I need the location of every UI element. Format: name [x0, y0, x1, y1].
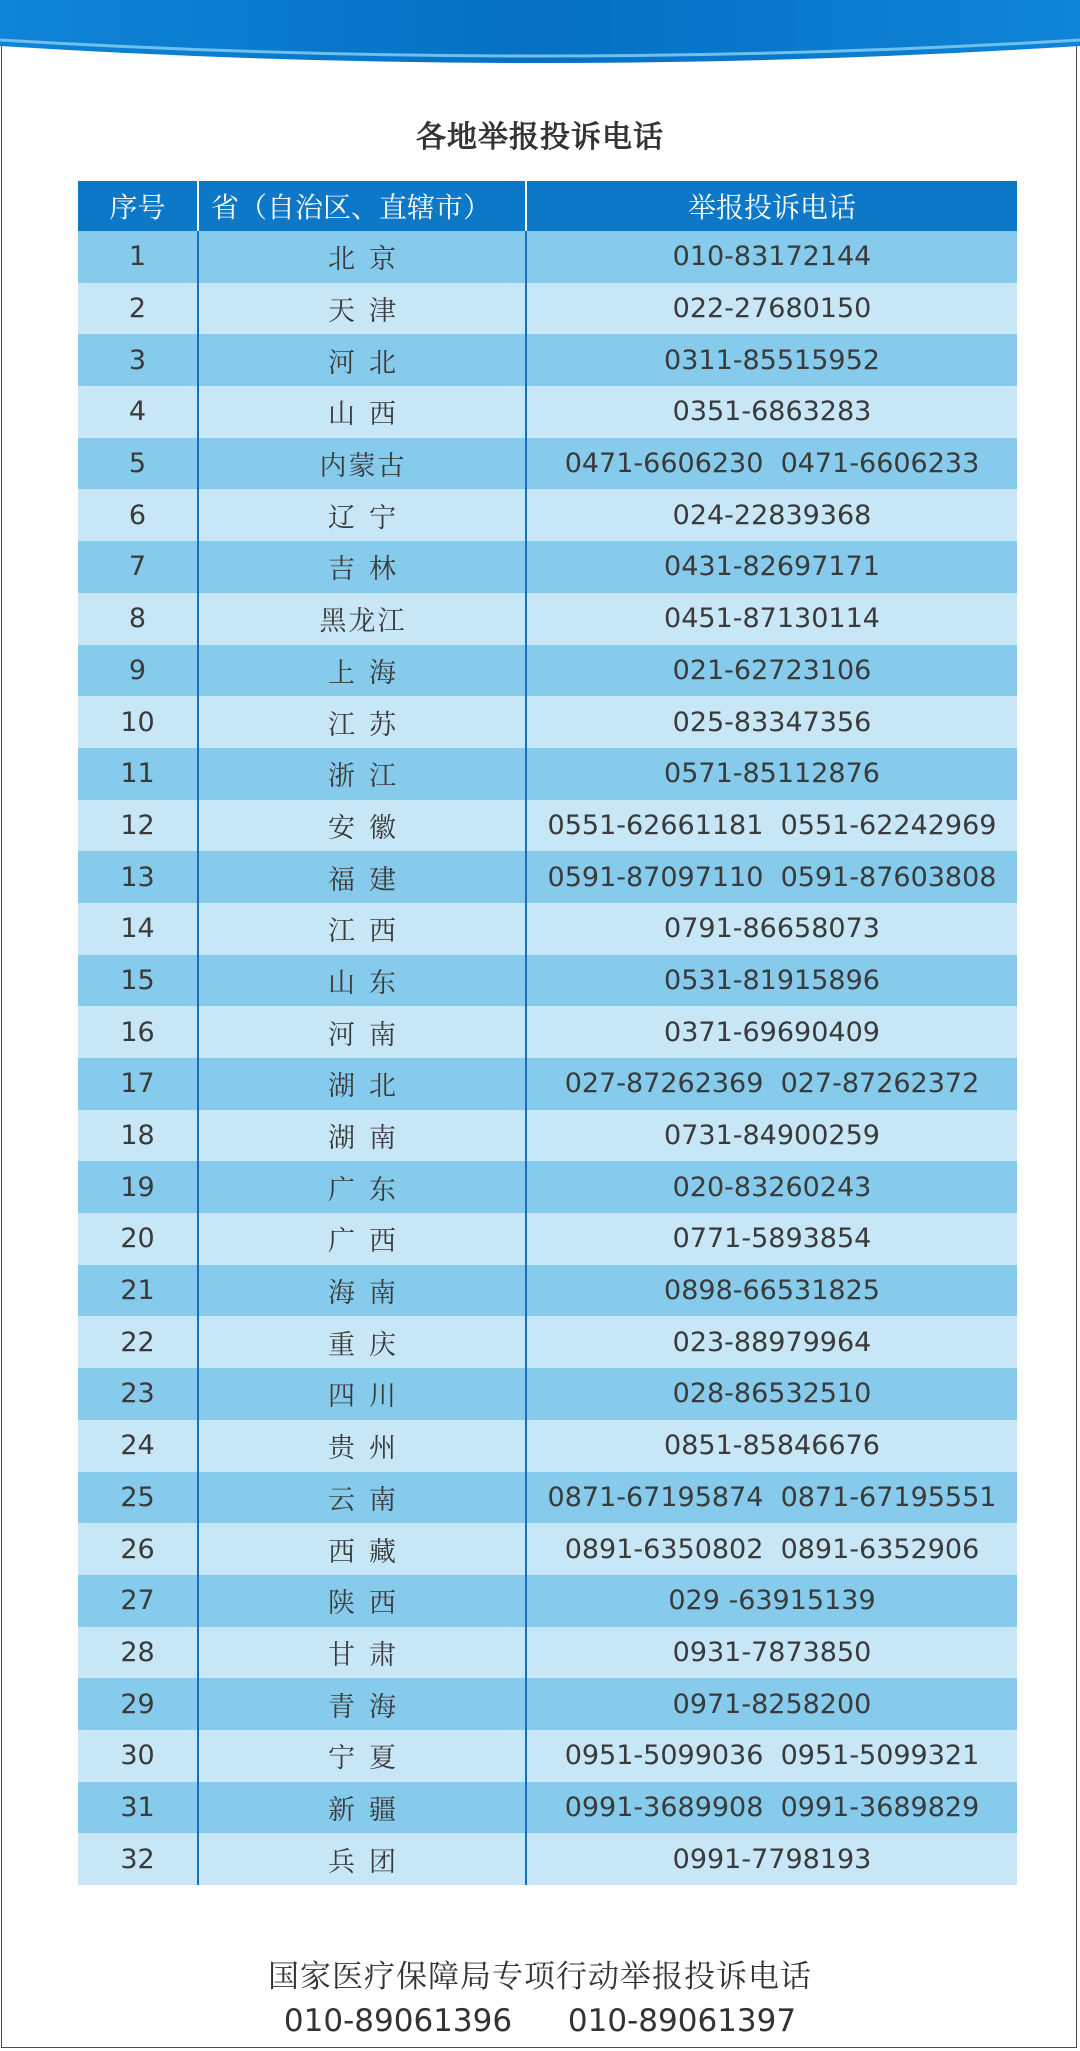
- province-name: 吉林: [328, 554, 410, 586]
- province-name: 广东: [328, 1174, 410, 1206]
- province-name: 黑龙江: [319, 606, 407, 638]
- province-name: 湖南: [328, 1123, 410, 1155]
- row-province: [199, 1213, 527, 1265]
- header-phone: 举报投诉电话: [687, 191, 856, 224]
- row-index: 2: [78, 283, 199, 335]
- province-name: 河北: [328, 347, 410, 379]
- row-phone: 0891-6350802 0891-6352906: [564, 1533, 980, 1565]
- row-phone: 0898-66531825: [664, 1275, 880, 1307]
- province-name: 河南: [328, 1019, 410, 1051]
- row-phone: 0851-85846676: [664, 1430, 880, 1462]
- table-row: [78, 1833, 1017, 1885]
- row-index: 18: [78, 1110, 199, 1162]
- hotline-table: [78, 181, 1017, 1885]
- row-phone: 029 -63915139: [668, 1585, 876, 1617]
- row-phone: 025-83347356: [672, 706, 872, 738]
- province-name: 辽宁: [328, 502, 410, 534]
- row-index: 24: [78, 1420, 199, 1472]
- row-province: [199, 645, 527, 697]
- row-index: 12: [78, 800, 199, 852]
- row-index: 30: [78, 1730, 199, 1782]
- table-row: [78, 955, 1017, 1007]
- province-name: 天津: [328, 296, 410, 328]
- row-index: 31: [78, 1782, 199, 1834]
- row-province: [199, 1730, 527, 1782]
- province-name: 山东: [328, 967, 410, 999]
- row-province: [199, 489, 527, 541]
- footer-phone-2: 010-89061397: [567, 2003, 797, 2039]
- row-phone: 0931-7873850: [672, 1636, 872, 1668]
- province-name: 西藏: [328, 1536, 410, 1568]
- table-row: [78, 1730, 1017, 1782]
- row-phone: 023-88979964: [672, 1326, 872, 1358]
- row-province: [199, 1472, 527, 1524]
- province-name: 海南: [328, 1278, 410, 1310]
- province-name: 青海: [328, 1691, 410, 1723]
- row-index: 15: [78, 955, 199, 1007]
- row-province: [199, 1265, 527, 1317]
- row-province: [199, 696, 527, 748]
- row-index: 19: [78, 1161, 199, 1213]
- row-province: [199, 1678, 527, 1730]
- row-index: 6: [78, 489, 199, 541]
- header-province: 省（自治区、直辖市）: [199, 181, 527, 231]
- row-province: [199, 1833, 527, 1885]
- table-row: [78, 800, 1017, 852]
- table-row: [78, 1420, 1017, 1472]
- row-phone: 0471-6606230 0471-6606233: [564, 448, 980, 480]
- row-index: 20: [78, 1213, 199, 1265]
- row-province: [199, 1368, 527, 1420]
- province-name: 广西: [328, 1226, 410, 1258]
- table-row: [78, 1006, 1017, 1058]
- row-province: [199, 1058, 527, 1110]
- row-phone: 0791-86658073: [664, 913, 880, 945]
- row-province: [199, 1523, 527, 1575]
- row-province: [199, 800, 527, 852]
- row-province: [199, 955, 527, 1007]
- row-index: 21: [78, 1265, 199, 1317]
- row-index: 28: [78, 1627, 199, 1679]
- row-phone: 024-22839368: [672, 499, 872, 531]
- table-row: [78, 645, 1017, 697]
- table-row: [78, 489, 1017, 541]
- row-phone: 020-83260243: [672, 1171, 872, 1203]
- row-province: [199, 283, 527, 335]
- row-province: [199, 1627, 527, 1679]
- province-name: 福建: [328, 864, 410, 896]
- row-phone: 0311-85515952: [664, 344, 880, 376]
- row-phone: 0571-85112876: [664, 758, 880, 790]
- row-phone: 0731-84900259: [664, 1120, 880, 1152]
- footer-phones: [0, 2003, 1080, 2039]
- table-row: [78, 1575, 1017, 1627]
- row-index: 16: [78, 1006, 199, 1058]
- row-phone: 0591-87097110 0591-87603808: [547, 861, 997, 893]
- province-name: 甘肃: [328, 1639, 410, 1671]
- province-name: 陕西: [328, 1588, 410, 1620]
- table-row: [78, 334, 1017, 386]
- row-phone: 0551-62661181 0551-62242969: [547, 809, 997, 841]
- province-name: 内蒙古: [319, 451, 407, 483]
- table-row: [78, 903, 1017, 955]
- row-province: [199, 334, 527, 386]
- province-name: 重庆: [328, 1329, 410, 1361]
- row-phone: 021-62723106: [672, 654, 872, 686]
- table-row: [78, 283, 1017, 335]
- table-row: [78, 1161, 1017, 1213]
- row-province: [199, 851, 527, 903]
- row-index: 13: [78, 851, 199, 903]
- province-name: 浙江: [328, 761, 410, 793]
- row-province: [199, 1006, 527, 1058]
- province-name: 上海: [328, 657, 410, 689]
- row-province: [199, 231, 527, 283]
- row-phone: 0371-69690409: [664, 1016, 880, 1048]
- row-phone: 0871-67195874 0871-67195551: [547, 1481, 997, 1513]
- table-row: [78, 541, 1017, 593]
- row-province: [199, 438, 527, 490]
- table-row: [78, 1058, 1017, 1110]
- row-province: [199, 1420, 527, 1472]
- footer-title: 国家医疗保障局专项行动举报投诉电话: [268, 1959, 812, 1995]
- row-phone: 0971-8258200: [672, 1688, 872, 1720]
- row-index: 8: [78, 593, 199, 645]
- row-province: [199, 1575, 527, 1627]
- row-phone: 0351-6863283: [672, 396, 872, 428]
- row-index: 1: [78, 231, 199, 283]
- table-row: [78, 1472, 1017, 1524]
- row-index: 29: [78, 1678, 199, 1730]
- row-index: 23: [78, 1368, 199, 1420]
- row-index: 11: [78, 748, 199, 800]
- header-index: 序号: [78, 181, 199, 231]
- row-phone: 0451-87130114: [664, 603, 880, 635]
- table-row: [78, 1523, 1017, 1575]
- row-phone: 0431-82697171: [664, 551, 880, 583]
- row-province: [199, 1782, 527, 1834]
- table-row: [78, 748, 1017, 800]
- province-name: 江苏: [328, 709, 410, 741]
- table-row: [78, 1213, 1017, 1265]
- row-index: 22: [78, 1316, 199, 1368]
- row-province: [199, 541, 527, 593]
- province-name: 北京: [328, 244, 410, 276]
- table-body: [78, 231, 1017, 1885]
- banner-wave: [0, 0, 1080, 70]
- table-row: [78, 438, 1017, 490]
- province-name: 江西: [328, 916, 410, 948]
- row-index: 10: [78, 696, 199, 748]
- province-name: 云南: [328, 1484, 410, 1516]
- row-index: 14: [78, 903, 199, 955]
- province-name: 安徽: [328, 812, 410, 844]
- table-row: [78, 386, 1017, 438]
- row-index: 32: [78, 1833, 199, 1885]
- top-banner: [0, 0, 1080, 70]
- row-province: [199, 903, 527, 955]
- row-province: [199, 1110, 527, 1162]
- row-phone: 0771-5893854: [672, 1223, 872, 1255]
- row-phone: 010-83172144: [672, 241, 872, 273]
- row-province: [199, 1316, 527, 1368]
- row-index: 26: [78, 1523, 199, 1575]
- row-phone: 0991-7798193: [672, 1843, 872, 1875]
- table-header: [78, 181, 1017, 231]
- province-name: 兵团: [328, 1846, 410, 1878]
- row-phone: 0991-3689908 0991-3689829: [564, 1791, 980, 1823]
- province-name: 山西: [328, 399, 410, 431]
- province-name: 贵州: [328, 1433, 410, 1465]
- row-phone: 0951-5099036 0951-5099321: [564, 1740, 980, 1772]
- province-name: 湖北: [328, 1071, 410, 1103]
- row-phone: 028-86532510: [672, 1378, 872, 1410]
- footer-phone-1: 010-89061396: [283, 2003, 513, 2039]
- row-index: 9: [78, 645, 199, 697]
- row-index: 27: [78, 1575, 199, 1627]
- table-row: [78, 1110, 1017, 1162]
- row-province: [199, 748, 527, 800]
- row-index: 25: [78, 1472, 199, 1524]
- row-province: [199, 1161, 527, 1213]
- table-row: [78, 1782, 1017, 1834]
- province-name: 四川: [328, 1381, 410, 1413]
- table-row: [78, 1678, 1017, 1730]
- table-row: [78, 851, 1017, 903]
- row-phone: 027-87262369 027-87262372: [564, 1068, 980, 1100]
- row-index: 5: [78, 438, 199, 490]
- province-name: 宁夏: [328, 1743, 410, 1775]
- row-phone: 0531-81915896: [664, 964, 880, 996]
- table-row: [78, 231, 1017, 283]
- province-name: 新疆: [328, 1794, 410, 1826]
- table-row: [78, 593, 1017, 645]
- row-index: 3: [78, 334, 199, 386]
- page-title: 各地举报投诉电话: [416, 120, 664, 155]
- row-index: 4: [78, 386, 199, 438]
- row-province: [199, 593, 527, 645]
- table-row: [78, 1316, 1017, 1368]
- row-index: 17: [78, 1058, 199, 1110]
- table-row: [78, 1368, 1017, 1420]
- row-province: [199, 386, 527, 438]
- row-phone: 022-27680150: [672, 293, 872, 325]
- table-row: [78, 1265, 1017, 1317]
- table-row: [78, 1627, 1017, 1679]
- table-row: [78, 696, 1017, 748]
- row-index: 7: [78, 541, 199, 593]
